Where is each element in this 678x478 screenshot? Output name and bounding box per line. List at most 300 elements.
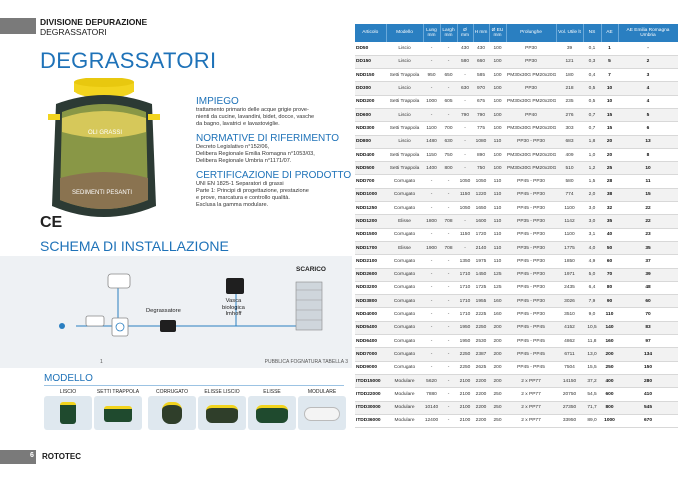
table-cell: 708	[440, 215, 457, 228]
table-cell: NDD4000	[355, 308, 386, 321]
table-cell: 100	[489, 82, 506, 95]
table-cell: 580	[457, 55, 473, 68]
table-cell: 1,5	[583, 175, 601, 188]
table-cell: PP45 - PP30	[506, 268, 556, 281]
table-cell: PP45 - PP30	[506, 175, 556, 188]
table-cell: 2530	[473, 335, 489, 348]
table-cell: 1150	[423, 148, 440, 161]
table-cell: 2100	[457, 401, 473, 414]
table-row	[355, 175, 678, 188]
table-row	[355, 135, 678, 148]
table-row	[355, 42, 678, 55]
table-cell: 121	[556, 55, 583, 68]
table-cell: 7504	[556, 361, 583, 374]
table-cell: 200	[489, 361, 506, 374]
table-cell: 10	[601, 82, 618, 95]
table-cell: 630	[440, 135, 457, 148]
table-cell: Corrugato	[386, 281, 423, 294]
table-cell: -	[423, 82, 440, 95]
table-cell: NDD1500	[355, 228, 386, 241]
table-cell: 708	[440, 241, 457, 254]
table-cell: DD300	[355, 82, 386, 95]
table-cell: 1480	[423, 135, 440, 148]
table-cell: -	[423, 321, 440, 334]
table-cell: 4152	[556, 321, 583, 334]
table-cell: 1710	[457, 268, 473, 281]
table-cell: 2200	[473, 414, 489, 427]
table-cell: PP45 - PP45	[506, 321, 556, 334]
table-cell: 38	[601, 188, 618, 201]
impiego-line: nienti da cucine, lavandini, bidet, docce, vasche	[196, 114, 315, 120]
table-cell: 100	[489, 69, 506, 82]
modello-elisse-image	[248, 396, 296, 430]
table-cell: Liscio	[386, 55, 423, 68]
table-cell: 775	[473, 122, 489, 135]
table-cell: 37,2	[583, 374, 601, 387]
table-cell: Setti Trappola	[386, 95, 423, 108]
table-cell: 1150	[457, 188, 473, 201]
table-cell: 0,5	[583, 95, 601, 108]
modello-modulare-image	[298, 396, 346, 430]
table-cell: 950	[423, 69, 440, 82]
table-cell: 585	[473, 69, 489, 82]
table-cell: Modulare	[386, 414, 423, 427]
table-cell: Setti Trappola	[386, 148, 423, 161]
table-cell: 2140	[473, 241, 489, 254]
table-cell: NDD1700	[355, 241, 386, 254]
table-cell: 100	[489, 55, 506, 68]
table-cell: -	[440, 42, 457, 55]
table-cell: 2 x PP77	[506, 401, 556, 414]
table-cell: 1850	[556, 255, 583, 268]
table-row	[355, 55, 678, 68]
table-cell: 60	[601, 255, 618, 268]
table-cell: 683	[556, 135, 583, 148]
table-cell: 1710	[457, 308, 473, 321]
vasca-label	[222, 298, 245, 318]
modello-item-label: CORRUGATO	[155, 389, 189, 395]
table-cell: NDD3200	[355, 281, 386, 294]
outlet-pipe	[148, 114, 160, 120]
table-cell: 1450	[473, 268, 489, 281]
table-cell: 218	[556, 82, 583, 95]
table-cell: -	[423, 295, 440, 308]
table-cell: DD50	[355, 42, 386, 55]
table-cell: 20	[601, 135, 618, 148]
table-cell: Corrugato	[386, 361, 423, 374]
table-cell: -	[440, 228, 457, 241]
table-cell: 110	[601, 308, 618, 321]
certificazione-line: Parte 1: Principi di progettazione, prestazione	[196, 188, 309, 194]
table-cell: -	[440, 335, 457, 348]
table-cell: 3,0	[583, 215, 601, 228]
table-cell: 510	[556, 162, 583, 175]
table-cell: 20	[601, 148, 618, 161]
table-cell: -	[423, 175, 440, 188]
table-cell: 1350	[457, 255, 473, 268]
table-cell: 180	[556, 69, 583, 82]
table-cell: 600	[601, 388, 618, 401]
table-cell: NDD7000	[355, 348, 386, 361]
table-cell: 48	[618, 281, 678, 294]
table-cell: 1,0	[583, 148, 601, 161]
table-cell: 1050	[457, 175, 473, 188]
table-cell: 1	[601, 42, 618, 55]
table-row	[355, 228, 678, 241]
table-cell: 2100	[457, 374, 473, 387]
table-cell: 3510	[556, 308, 583, 321]
column-header: Modello	[386, 24, 423, 42]
table-cell: -	[440, 108, 457, 121]
certificazione-section	[196, 170, 352, 209]
table-cell: NDD2100	[355, 255, 386, 268]
table-row	[355, 281, 678, 294]
table-cell: 125	[489, 281, 506, 294]
table-cell: 25	[601, 162, 618, 175]
table-cell: 774	[556, 188, 583, 201]
table-cell: NDD200	[355, 95, 386, 108]
table-cell: 32	[601, 202, 618, 215]
table-cell: 1710	[457, 281, 473, 294]
table-cell: 675	[473, 95, 489, 108]
table-cell: -	[440, 175, 457, 188]
table-row	[355, 215, 678, 228]
table-cell: 100	[489, 162, 506, 175]
table-cell: 10,5	[583, 321, 601, 334]
table-cell: 1900	[423, 241, 440, 254]
table-cell: 35	[618, 241, 678, 254]
table-row	[355, 388, 678, 401]
table-cell: 90	[601, 295, 618, 308]
table-cell: 250	[601, 361, 618, 374]
table-cell: 39	[556, 42, 583, 55]
table-cell: -	[423, 108, 440, 121]
table-cell: -	[423, 188, 440, 201]
table-cell: Corrugato	[386, 268, 423, 281]
inlet-pipe	[48, 114, 60, 120]
table-cell: 250	[489, 414, 506, 427]
table-cell: 800	[601, 401, 618, 414]
table-cell: PM30x30G PM20x20G	[506, 122, 556, 135]
table-cell: 15,5	[583, 361, 601, 374]
table-cell: 800	[440, 162, 457, 175]
table-cell: -	[423, 202, 440, 215]
normative-section	[196, 133, 352, 165]
table-cell: 4,9	[583, 255, 601, 268]
table-cell: 2 x PP77	[506, 388, 556, 401]
certificazione-line: e prove, marcatura e controllo qualità.	[196, 195, 290, 201]
schema-title: SCHEMA DI INSTALLAZIONE	[40, 238, 229, 254]
table-cell: 1142	[556, 215, 583, 228]
table-cell: -	[457, 122, 473, 135]
table-cell: 70	[601, 268, 618, 281]
table-cell: -	[457, 148, 473, 161]
table-cell: -	[440, 202, 457, 215]
table-cell: ITDD22000	[355, 388, 386, 401]
table-cell: 650	[440, 69, 457, 82]
modello-item-label: LISCIO	[59, 389, 77, 395]
table-cell: Corrugato	[386, 228, 423, 241]
table-cell: NDD1200	[355, 215, 386, 228]
table-cell: 9,0	[583, 308, 601, 321]
table-cell: 71,7	[583, 401, 601, 414]
table-cell: 200	[489, 348, 506, 361]
table-cell: 54,5	[583, 388, 601, 401]
table-cell: 1100	[423, 122, 440, 135]
ce-mark: CE	[40, 214, 63, 231]
table-cell: -	[423, 55, 440, 68]
column-header: Ø mm	[457, 24, 473, 42]
schema-footer: PUBBLICA FOGNATURA TABELLA 3	[264, 359, 348, 365]
spec-table-header	[355, 24, 678, 42]
division-subtitle: DEGRASSATORI	[40, 27, 107, 37]
drain-pipe	[118, 286, 290, 326]
table-cell: 2250	[457, 348, 473, 361]
table-cell: Corrugato	[386, 175, 423, 188]
scarico-icon	[296, 282, 322, 330]
table-cell: 1100	[556, 202, 583, 215]
table-cell: -	[440, 281, 457, 294]
table-cell: 750	[440, 148, 457, 161]
table-cell: 13,0	[583, 348, 601, 361]
table-cell: 40	[601, 228, 618, 241]
table-cell: 110	[489, 255, 506, 268]
table-cell: 2387	[473, 348, 489, 361]
table-cell: 0,7	[583, 108, 601, 121]
table-cell: -	[440, 361, 457, 374]
header-bar	[0, 18, 36, 34]
table-cell: 6	[618, 122, 678, 135]
table-cell: Setti Trappola	[386, 122, 423, 135]
scarico-label: SCARICO	[296, 266, 326, 273]
table-cell: PM30x30G PM20x20G	[506, 162, 556, 175]
vasca-label-line: biologica	[222, 304, 245, 311]
column-header: AE	[601, 24, 618, 42]
schema-number: 1	[100, 359, 103, 365]
table-cell: 110	[489, 135, 506, 148]
table-row	[355, 108, 678, 121]
scarico-pipe	[260, 296, 300, 326]
vasca-imhoff-icon	[226, 278, 244, 294]
table-cell: 670	[618, 414, 678, 427]
table-cell: ITDD30000	[355, 401, 386, 414]
table-cell: 35	[601, 215, 618, 228]
table-cell: 28	[601, 175, 618, 188]
table-cell: 2225	[473, 308, 489, 321]
table-cell: 83	[618, 321, 678, 334]
division-label: DIVISIONE DEPURAZIONE	[40, 17, 148, 27]
table-cell: ITDD15000	[355, 374, 386, 387]
impiego-line: trattamento primario delle acque grigie prove-	[196, 107, 309, 113]
table-cell: PP35 - PP30	[506, 241, 556, 254]
table-cell: PP45 - PP30	[506, 308, 556, 321]
page-number: 6	[30, 452, 34, 459]
table-cell: 97	[618, 335, 678, 348]
table-cell: 100	[489, 148, 506, 161]
table-cell: 10	[618, 162, 678, 175]
modello-item-liscio	[44, 389, 92, 433]
table-cell: Corrugato	[386, 308, 423, 321]
table-cell: -	[457, 162, 473, 175]
table-cell: 250	[489, 388, 506, 401]
table-cell: 11	[618, 175, 678, 188]
table-row	[355, 374, 678, 387]
table-cell: ITDD36000	[355, 414, 386, 427]
column-header: Vol. Utile lt	[556, 24, 583, 42]
table-cell: 200	[489, 335, 506, 348]
table-cell: -	[423, 268, 440, 281]
table-cell: 8	[618, 148, 678, 161]
table-cell: -	[440, 308, 457, 321]
table-cell: -	[423, 255, 440, 268]
table-cell: 1710	[457, 295, 473, 308]
table-cell: 2100	[457, 414, 473, 427]
table-cell: 11,8	[583, 335, 601, 348]
table-cell: Elisse	[386, 215, 423, 228]
table-cell: 20750	[556, 388, 583, 401]
normative-title: NORMATIVE DI RIFERIMENTO	[196, 133, 339, 144]
table-cell: 0,4	[583, 69, 601, 82]
table-cell: 100	[489, 42, 506, 55]
table-cell: 409	[556, 148, 583, 161]
table-cell: 2200	[473, 374, 489, 387]
table-cell: 2100	[457, 388, 473, 401]
table-cell: PP45 - PP30	[506, 202, 556, 215]
column-header: Largh mm	[440, 24, 457, 42]
table-row	[355, 348, 678, 361]
table-cell: 1000	[423, 95, 440, 108]
degrassatore-label: Degrassatore	[146, 308, 181, 314]
table-row	[355, 295, 678, 308]
column-header: Articolo	[355, 24, 386, 42]
vasca-label-line: Vasca	[225, 298, 242, 304]
table-cell: -	[440, 268, 457, 281]
column-header: NS	[583, 24, 601, 42]
table-cell: 5	[601, 55, 618, 68]
table-cell: 2625	[473, 361, 489, 374]
table-cell: 50	[601, 241, 618, 254]
table-cell: PM30x30G PM20x20G	[506, 148, 556, 161]
table-cell: 580	[556, 175, 583, 188]
modello-item-label: MODULARE	[307, 389, 337, 395]
table-cell: 10140	[423, 401, 440, 414]
table-cell: NDD3800	[355, 295, 386, 308]
table-cell: 0,5	[583, 82, 601, 95]
modello-setti-trappola-image	[94, 396, 142, 430]
table-cell: NDD500	[355, 162, 386, 175]
column-header: H mm	[473, 24, 489, 42]
table-cell: 39	[618, 268, 678, 281]
modello-liscio-image	[44, 396, 92, 430]
table-cell: 27350	[556, 401, 583, 414]
table-cell: 110	[489, 175, 506, 188]
table-cell: Setti Trappola	[386, 69, 423, 82]
table-cell: -	[423, 42, 440, 55]
table-cell: -	[423, 348, 440, 361]
table-cell: NDD400	[355, 148, 386, 161]
table-cell: 2,0	[583, 188, 601, 201]
table-cell: 0,7	[583, 122, 601, 135]
table-cell: 700	[440, 122, 457, 135]
table-cell: 605	[440, 95, 457, 108]
table-cell: 303	[556, 122, 583, 135]
table-cell: 15	[601, 108, 618, 121]
table-cell: 630	[457, 82, 473, 95]
table-row	[355, 255, 678, 268]
modello-corrugato-image	[148, 396, 196, 430]
table-cell: 4,0	[583, 241, 601, 254]
table-cell: 22	[618, 202, 678, 215]
table-cell: 110	[489, 241, 506, 254]
sediment-layer-label: SEDIMENTI PESANTI	[72, 190, 133, 196]
table-cell: 1,2	[583, 162, 601, 175]
table-cell: -	[423, 228, 440, 241]
table-cell: Corrugato	[386, 202, 423, 215]
page-title: DEGRASSATORI	[40, 48, 217, 73]
degrassatore-icon	[160, 320, 176, 332]
table-cell: -	[457, 241, 473, 254]
table-cell: -	[440, 414, 457, 427]
table-cell: 15	[601, 122, 618, 135]
table-cell: PP45 - PP45	[506, 361, 556, 374]
modello-item-corrugato	[148, 389, 196, 433]
table-cell: PP45 - PP30	[506, 255, 556, 268]
table-cell: -	[457, 95, 473, 108]
table-cell: 1950	[457, 335, 473, 348]
table-cell: 1971	[556, 268, 583, 281]
table-cell: 2250	[473, 321, 489, 334]
table-cell: PP45 - PP30	[506, 281, 556, 294]
table-cell: 1050	[457, 202, 473, 215]
table-cell: -	[440, 388, 457, 401]
table-cell: -	[457, 135, 473, 148]
table-cell: NDD700	[355, 175, 386, 188]
table-cell: 37	[618, 255, 678, 268]
table-cell: 790	[457, 108, 473, 121]
table-cell: 400	[601, 374, 618, 387]
table-cell: 430	[473, 42, 489, 55]
table-cell: 2	[618, 55, 678, 68]
impiego-line: da bagno, lavatrici e lavastoviglie.	[196, 121, 280, 127]
column-header: Ø EU mm	[489, 24, 506, 42]
installation-schema	[0, 256, 352, 368]
table-cell: 1000	[601, 414, 618, 427]
table-cell: DD600	[355, 108, 386, 121]
table-row	[355, 361, 678, 374]
table-cell: 1400	[423, 162, 440, 175]
table-cell: -	[423, 308, 440, 321]
table-cell: Modulare	[386, 401, 423, 414]
modello-item-label: ELISSE	[263, 389, 281, 395]
column-header: Lung mm	[423, 24, 440, 42]
table-cell: 80	[601, 281, 618, 294]
table-cell: PP45 - PP30	[506, 228, 556, 241]
table-cell: NDD6400	[355, 335, 386, 348]
table-cell: 100	[489, 108, 506, 121]
certificazione-line: Esclusa la gamma modulare.	[196, 202, 269, 208]
shower-icon	[59, 323, 65, 329]
table-cell: 7	[601, 69, 618, 82]
table-cell: 160	[601, 335, 618, 348]
normative-line: Decreto Legislativo n°152/06,	[196, 144, 270, 150]
table-cell: 970	[473, 82, 489, 95]
table-cell: PM30x30G PM20x20G	[506, 95, 556, 108]
modello-item-label: ELISSE LISCIO	[204, 389, 240, 395]
table-cell: 2250	[457, 361, 473, 374]
table-cell: 140	[601, 321, 618, 334]
modello-item-elisse	[248, 389, 296, 433]
table-cell: -	[423, 361, 440, 374]
